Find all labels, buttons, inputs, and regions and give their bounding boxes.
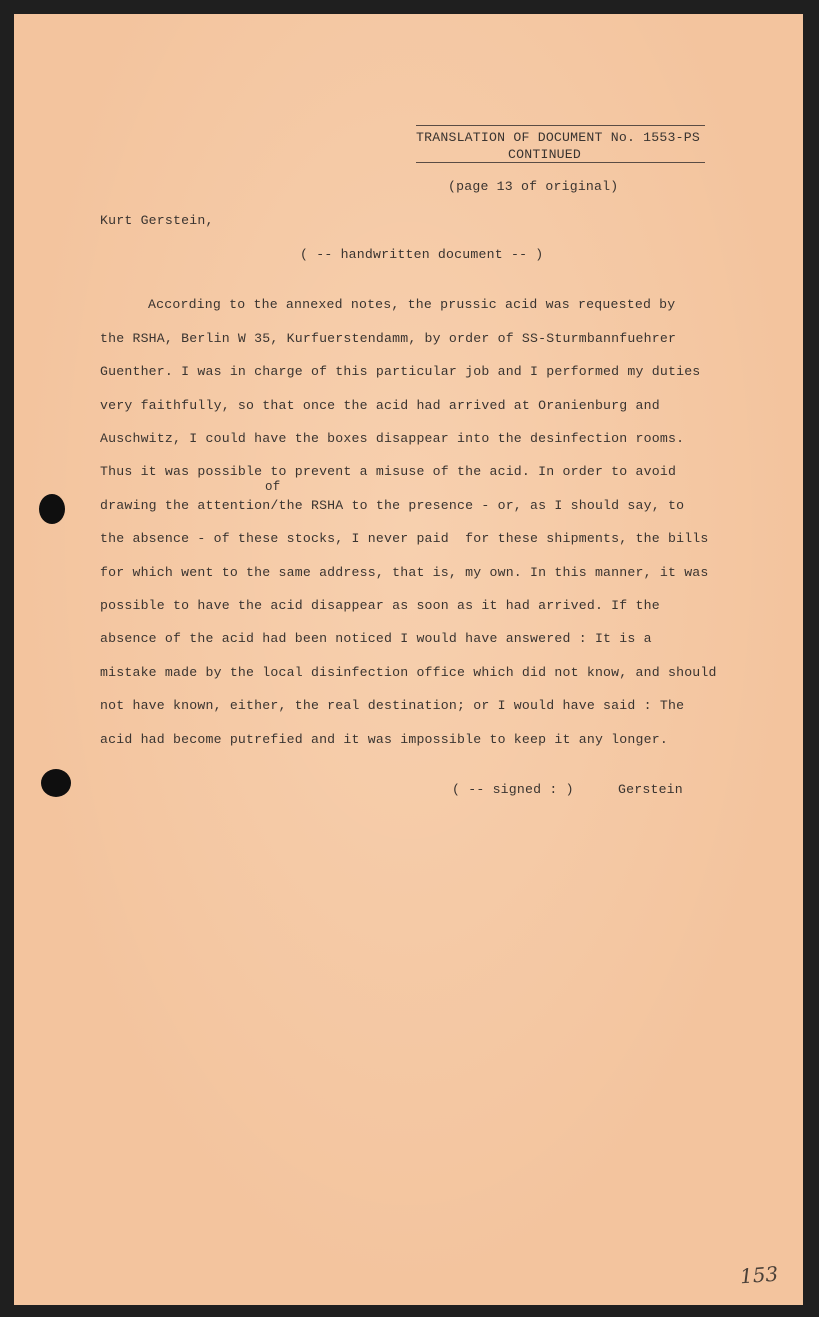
body-line-12: mistake made by the local disinfection office which did not know, and should — [100, 665, 717, 680]
body-line-2: the RSHA, Berlin W 35, Kurfuerstendamm, by order of SS-Sturmbannfuehrer — [100, 331, 677, 346]
title-top-rule — [416, 125, 705, 126]
body-line-3: Guenther. I was in charge of this particular job and I performed my duties — [100, 364, 701, 379]
page-number: 153 — [739, 1261, 779, 1289]
interlinear-insert: of — [265, 480, 281, 494]
body-line-5: Auschwitz, I could have the boxes disappear into the desinfection rooms. — [100, 431, 685, 446]
body-line-14: acid had become putrefied and it was impossible to keep it any longer. — [100, 732, 668, 747]
body-line-6: Thus it was possible to prevent a misuse of the acid. In order to avoid — [100, 464, 677, 479]
document-title: TRANSLATION OF DOCUMENT No. 1553-PS — [416, 130, 700, 145]
punch-hole-lower — [41, 769, 71, 797]
body-line-11: absence of the acid had been noticed I would have answered : It is a — [100, 631, 652, 646]
page-reference: (page 13 of original) — [448, 179, 619, 194]
document-subtitle: CONTINUED — [508, 147, 582, 162]
document-type-note: ( -- handwritten document -- ) — [300, 247, 544, 262]
body-line-4: very faithfully, so that once the acid had arrived at Oranienburg and — [100, 398, 660, 413]
signature-label: ( -- signed : ) — [452, 782, 574, 797]
punch-hole-upper — [39, 494, 65, 524]
body-line-1: According to the annexed notes, the prussic acid was requested by — [148, 297, 676, 312]
body-line-8: the absence - of these stocks, I never paid for these shipments, the bills — [100, 531, 709, 546]
body-line-10: possible to have the acid disappear as soon as it had arrived. If the — [100, 598, 660, 613]
body-line-9: for which went to the same address, that is, my own. In this manner, it was — [100, 565, 709, 580]
salutation: Kurt Gerstein, — [100, 213, 214, 228]
document-page — [14, 14, 803, 1305]
signature-name: Gerstein — [618, 782, 683, 797]
body-line-7: drawing the attention/the RSHA to the presence - or, as I should say, to — [100, 498, 685, 513]
body-line-13: not have known, either, the real destination; or I would have said : The — [100, 698, 685, 713]
title-bottom-rule — [416, 162, 705, 163]
